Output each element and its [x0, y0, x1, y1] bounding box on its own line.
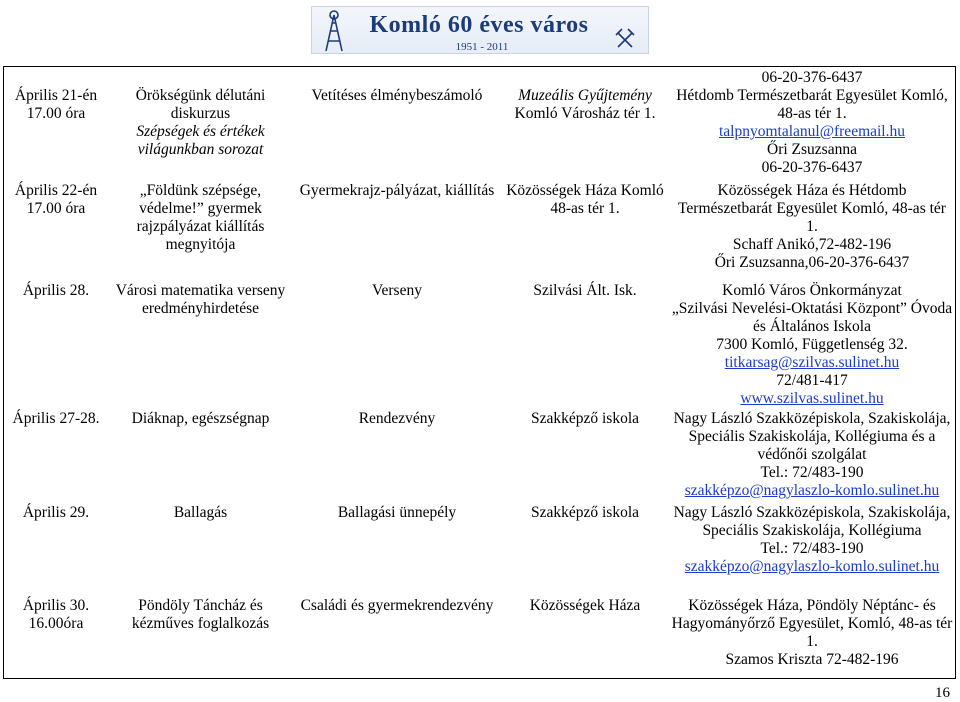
- contact-email-link[interactable]: szakképzo@nagylaszlo-komlo.sulinet.hu: [684, 558, 940, 575]
- event-venue: [501, 69, 669, 182]
- event-subtitle: Szépségek és értékek világunkban sorozat: [136, 123, 265, 158]
- contact-website-link[interactable]: www.szilvas.sulinet.hu: [740, 390, 884, 407]
- logo-title: Komló 60 éves város: [369, 12, 589, 38]
- event-type: Gyermekrajz-pályázat, kiállítás: [299, 182, 495, 199]
- table-row: [4, 410, 955, 504]
- contact-email-link[interactable]: szakképzo@nagylaszlo-komlo.sulinet.hu: [684, 482, 940, 499]
- event-venue-name: Muzeális Gyűjtemény: [518, 87, 652, 104]
- contact-person: Őri Zsuzsanna: [767, 141, 857, 158]
- contact-organization: Nagy László Szakközépiskola, Szakiskolája, Speciális Szakiskolája, Kollégiuma: [673, 504, 951, 539]
- event-title-text: Örökségünk délutáni diskurzus: [135, 87, 266, 122]
- header-logo: [311, 6, 649, 54]
- event-title: Diáknap, egészségnap: [131, 410, 270, 427]
- event-title: Ballagás: [173, 504, 228, 521]
- event-title: Pöndöly Táncház és kézműves foglalkozás: [131, 597, 270, 632]
- contact-organization: „Szilvási Nevelési-Oktatási Központ” Óvoda és Általános Iskola: [671, 300, 953, 335]
- contact-person: Szamos Kriszta 72-482-196: [725, 651, 899, 668]
- contact-organization: Közösségek Háza és Hétdomb Természetbarát Egyesület Komló, 48-as tér 1.: [678, 182, 946, 235]
- contact-phone: Tel.: 72/483-190: [760, 464, 864, 481]
- event-venue: Közösségek Háza Komló 48-as tér 1.: [506, 182, 664, 217]
- table-row: [4, 504, 955, 597]
- event-date: Április 21-én 17.00 óra: [14, 87, 98, 122]
- event-title: „Földünk szépsége, védelme!” gyermek rajzpályázat kiállítás megnyitója: [136, 182, 265, 253]
- event-venue: Szakképző iskola: [530, 504, 640, 521]
- contact-email-link[interactable]: talpnyomtalanul@freemail.hu: [718, 123, 905, 140]
- contact-phone: 06-20-376-6437: [761, 159, 863, 176]
- table-row: [4, 597, 955, 677]
- event-type: Ballagási ünnepély: [337, 504, 457, 521]
- event-contact: [669, 182, 955, 282]
- contact-organization: Hétdomb Természetbarát Egyesület Komló, 48-as tér 1.: [676, 87, 948, 122]
- contact-email-link[interactable]: titkarsag@szilvas.sulinet.hu: [724, 354, 900, 371]
- event-date: Április 29.: [22, 504, 90, 521]
- event-date: Április 27-28.: [12, 410, 100, 427]
- table-row: [4, 69, 955, 182]
- contact-person: Schaff Anikó,72-482-196: [732, 236, 892, 253]
- event-date: Április 30. 16.00óra: [22, 597, 90, 632]
- page-number: 16: [935, 685, 950, 701]
- contact-organization: Komló Város Önkormányzat: [722, 282, 902, 299]
- table-row: [4, 182, 955, 282]
- event-type: Családi és gyermekrendezvény: [300, 597, 494, 614]
- contact-phone: 06-20-376-6437: [761, 69, 863, 86]
- contact-phone: 72/481-417: [776, 372, 848, 389]
- event-type: Rendezvény: [358, 410, 436, 427]
- contact-organization: Nagy László Szakközépiskola, Szakiskolája, Speciális Szakiskolája, Kollégiuma és a védőnői szolgálat: [673, 410, 951, 463]
- event-contact: [669, 69, 955, 182]
- event-title: Városi matematika verseny eredményhirdetése: [115, 282, 286, 317]
- event-venue: Szilvási Ált. Isk.: [533, 282, 637, 299]
- event-venue: Közösségek Háza: [529, 597, 641, 614]
- program-table-frame: [3, 66, 956, 679]
- event-contact: [669, 504, 955, 597]
- contact-person: Őri Zsuzsanna,06-20-376-6437: [714, 254, 910, 271]
- logo-years: 1951 - 2011: [455, 41, 509, 53]
- event-date: Április 22-én 17.00 óra: [14, 182, 98, 217]
- program-table: [4, 69, 955, 677]
- event-contact: [669, 597, 955, 677]
- table-row: [4, 282, 955, 410]
- event-type: Verseny: [372, 282, 422, 299]
- contact-organization: Közösségek Háza, Pöndöly Néptánc- és Hagyományőrző Egyesület, Komló, 48-as tér 1.: [671, 597, 953, 650]
- event-type: Vetítéses élménybeszámoló: [311, 87, 483, 104]
- event-contact: [669, 410, 955, 504]
- event-date: Április 28.: [22, 282, 90, 299]
- contact-phone: Tel.: 72/483-190: [760, 540, 864, 557]
- contact-address: 7300 Komló, Függetlenség 32.: [716, 336, 908, 353]
- event-venue: Szakképző iskola: [530, 410, 640, 427]
- event-contact: [669, 282, 955, 410]
- event-title: [108, 69, 293, 182]
- event-venue-address: Komló Városház tér 1.: [514, 105, 656, 122]
